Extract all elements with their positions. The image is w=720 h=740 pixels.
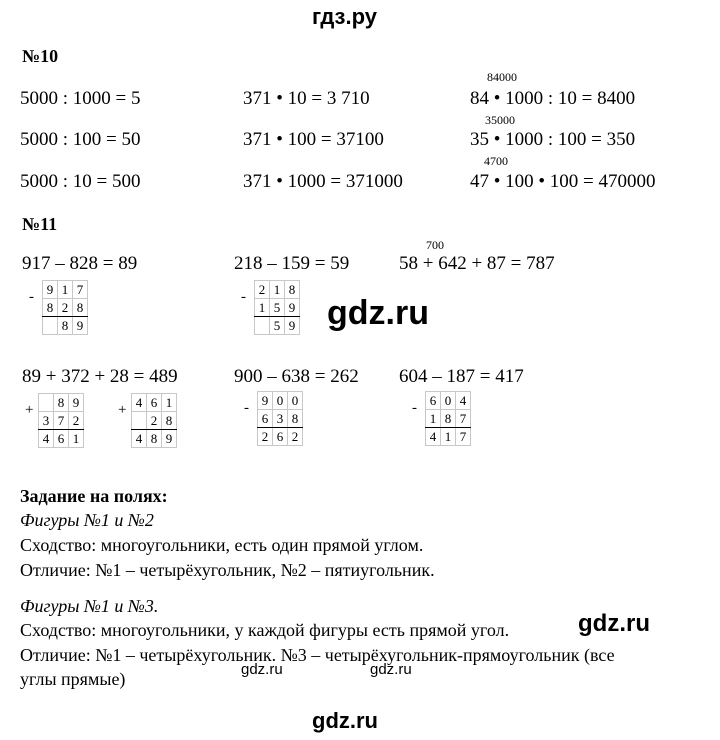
plus-sign: +: [118, 402, 127, 418]
column-subtraction-604-187: [425, 391, 471, 446]
digit: [132, 412, 147, 430]
task10-label: №10: [22, 46, 59, 66]
digit: 0: [288, 392, 303, 410]
digit: 4: [132, 394, 147, 412]
digit: 8: [288, 410, 303, 428]
eq-35-mul-div: 35 • 1000 : 100 = 350: [470, 129, 636, 150]
digit: 8: [58, 317, 73, 335]
digit: 8: [162, 412, 177, 430]
digit: 8: [73, 299, 88, 317]
digit: 2: [69, 412, 84, 430]
plus-sign: +: [25, 402, 34, 418]
eq-371-mul-1000: 371 • 1000 = 371000: [243, 171, 403, 192]
digit: 3: [273, 410, 288, 428]
digit: 0: [273, 392, 288, 410]
digit: 1: [441, 428, 456, 446]
digit: 4: [39, 430, 54, 448]
digit: 2: [147, 412, 162, 430]
pair1-similarity: Сходство: многоугольники, есть один прямой углом.: [20, 535, 424, 555]
eq-371-mul-10: 371 • 10 = 3 710: [243, 88, 370, 109]
digit: 2: [258, 428, 273, 446]
digit: 9: [43, 281, 58, 299]
digit: 1: [255, 299, 270, 317]
column-addition-89-372: [38, 393, 84, 448]
pair1-difference: Отличие: №1 – четырёхугольник, №2 – пятиугольник.: [20, 560, 435, 580]
column-subtraction-900-638: [257, 391, 303, 446]
digit: 9: [285, 317, 300, 335]
digit: 8: [54, 394, 69, 412]
digit: 9: [73, 317, 88, 335]
digit: 6: [147, 394, 162, 412]
column-subtraction-218-159: [254, 280, 300, 335]
digit: 5: [270, 299, 285, 317]
pair2-difference-line2: углы прямые): [20, 669, 126, 689]
pair2-title: Фигуры №1 и №3.: [20, 596, 159, 616]
digit: 1: [270, 281, 285, 299]
digit: 4: [132, 430, 147, 448]
digit: 9: [258, 392, 273, 410]
digit: [43, 317, 58, 335]
intermediate-35000: 35000: [485, 113, 515, 127]
digit: 1: [426, 410, 441, 428]
watermark-gdz-small-2: gdz.ru: [370, 661, 412, 678]
task11-label: №11: [22, 214, 58, 234]
digit: 7: [456, 428, 471, 446]
digit: [255, 317, 270, 335]
eq-900-minus-638: 900 – 638 = 262: [234, 366, 359, 387]
digit: 6: [426, 392, 441, 410]
eq-5000-div-100: 5000 : 100 = 50: [20, 129, 141, 150]
digit: 6: [54, 430, 69, 448]
eq-917-minus-828: 917 – 828 = 89: [22, 253, 138, 274]
watermark-gdz-small-1: gdz.ru: [241, 661, 283, 678]
watermark-gdz-bottom: gdz.ru: [312, 708, 378, 733]
minus-sign: -: [241, 289, 246, 305]
eq-47-mul-mul: 47 • 100 • 100 = 470000: [470, 171, 656, 192]
column-subtraction-917-828: [42, 280, 88, 335]
eq-89-plus-372-plus-28: 89 + 372 + 28 = 489: [22, 366, 178, 387]
minus-sign: -: [244, 400, 249, 416]
watermark-gdz-big: gdz.ru: [327, 294, 429, 332]
digit: 4: [456, 392, 471, 410]
digit: 5: [270, 317, 285, 335]
digit: 6: [273, 428, 288, 446]
digit: 7: [456, 410, 471, 428]
digit: 9: [285, 299, 300, 317]
digit: 3: [39, 412, 54, 430]
watermark-gdz-mid: gdz.ru: [578, 610, 650, 637]
digit: 8: [285, 281, 300, 299]
eq-371-mul-100: 371 • 100 = 37100: [243, 129, 384, 150]
column-addition-461-28: [131, 393, 177, 448]
digit: 9: [162, 430, 177, 448]
eq-218-minus-159: 218 – 159 = 59: [234, 253, 350, 274]
digit: 1: [58, 281, 73, 299]
digit: 8: [43, 299, 58, 317]
eq-5000-div-1000: 5000 : 1000 = 5: [20, 88, 141, 109]
digit: 6: [258, 410, 273, 428]
digit: 8: [441, 410, 456, 428]
intermediate-4700: 4700: [484, 154, 508, 168]
digit: 2: [255, 281, 270, 299]
minus-sign: -: [412, 400, 417, 416]
intermediate-84000: 84000: [487, 70, 517, 84]
pair2-similarity: Сходство: многоугольники, у каждой фигуры есть прямой угол.: [20, 620, 510, 640]
pair1-title: Фигуры №1 и №2: [20, 510, 154, 530]
digit: 0: [441, 392, 456, 410]
margin-task-title: Задание на полях:: [20, 486, 168, 506]
eq-84-mul-div: 84 • 1000 : 10 = 8400: [470, 88, 636, 109]
digit: 4: [426, 428, 441, 446]
digit: 7: [73, 281, 88, 299]
digit: 9: [69, 394, 84, 412]
digit: 7: [54, 412, 69, 430]
eq-58-plus-642-plus-87: 58 + 642 + 87 = 787: [399, 253, 555, 274]
digit: 1: [69, 430, 84, 448]
pair2-difference-line1: Отличие: №1 – четырёхугольник. №3 – четырёхугольник-прямоугольник (все: [20, 645, 615, 665]
digit: 2: [288, 428, 303, 446]
digit: 1: [162, 394, 177, 412]
site-title: гдз.ру: [312, 4, 377, 29]
minus-sign: -: [29, 289, 34, 305]
note-700: 700: [426, 238, 444, 252]
digit: 8: [147, 430, 162, 448]
digit: [39, 394, 54, 412]
eq-5000-div-10: 5000 : 10 = 500: [20, 171, 141, 192]
eq-604-minus-187: 604 – 187 = 417: [399, 366, 524, 387]
digit: 2: [58, 299, 73, 317]
